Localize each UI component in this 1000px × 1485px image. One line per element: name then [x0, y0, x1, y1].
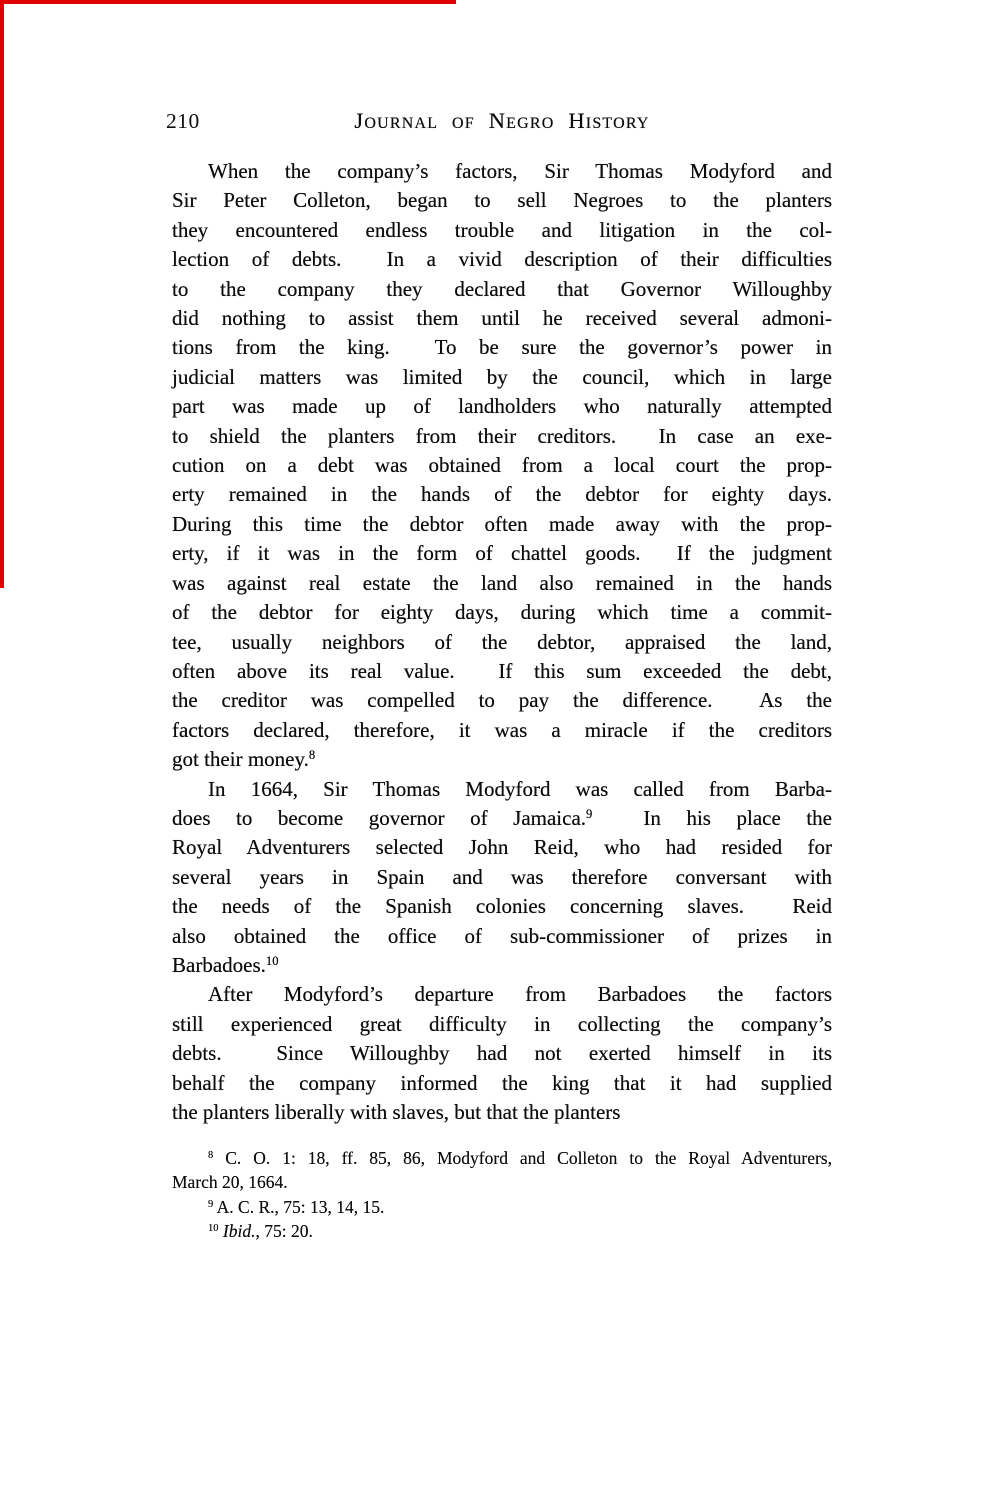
scan-edge-artifact-top [0, 0, 456, 4]
text-line: got their money.$^8$ [172, 747, 316, 772]
text-line: Barbadoes.$^{10}$ [172, 952, 279, 977]
paragraph-2 [172, 775, 832, 981]
journal-title: Journal of Negro History [354, 108, 650, 133]
text-line: was against real estate the land also remained in the hands [172, 570, 832, 595]
text-line: debts. Since Willoughby had not exerted himself in its [172, 1041, 832, 1066]
footnote-8 [172, 1146, 832, 1195]
paragraph-1 [172, 157, 832, 775]
text-line: the planters liberally with slaves, but that the planters [172, 1100, 621, 1124]
text-line: tions from the king. To be sure the governor’s power in [172, 335, 832, 360]
text-line: to shield the planters from their creditors. In case an exe- [172, 423, 832, 448]
text-line: part was made up of landholders who naturally attempted [172, 394, 832, 419]
text-line: cution on a debt was obtained from a local court the prop- [172, 453, 832, 478]
text-line: lection of debts. In a vivid description of their difficulties [172, 247, 832, 272]
text-line: behalf the company informed the king that it had supplied [172, 1070, 832, 1095]
text-line: erty remained in the hands of the debtor for eighty days. [172, 482, 832, 507]
text-line: $^8$ C. O. 1: 18, ff. 85, 86, Modyford and Colleton to the Royal Adventurers, [208, 1148, 832, 1168]
text-line: Sir Peter Colleton, began to sell Negroes to the planters [172, 188, 832, 213]
text-line: often above its real value. If this sum exceeded the debt, [172, 658, 832, 683]
text-line: factors declared, therefore, it was a miracle if the creditors [172, 717, 832, 742]
text-line: erty, if it was in the form of chattel goods. If the judgment [172, 541, 832, 566]
text-line: When the company’s factors, Sir Thomas Modyford and [208, 159, 832, 183]
text-line: still experienced great difficulty in collecting the company’s [172, 1011, 832, 1036]
text-line: tee, usually neighbors of the debtor, appraised the land, [172, 629, 832, 654]
footnote-9 [172, 1195, 832, 1219]
text-line: to the company they declared that Governor Willoughby [172, 276, 832, 301]
text-line: several years in Spain and was therefore conversant with [172, 864, 832, 889]
text-line: After Modyford’s departure from Barbadoes the factors [208, 982, 832, 1007]
article-body [172, 157, 832, 1127]
page-header [166, 108, 832, 140]
text-line: of the debtor for eighty days, during which time a commit- [172, 600, 832, 625]
text-line: $^9$ A. C. R., 75: 13, 14, 15. [208, 1196, 385, 1217]
footnotes-section [172, 1146, 832, 1244]
scan-edge-artifact-left [0, 0, 4, 588]
text-line: does to become governor of Jamaica.$^9$ In his place the [172, 805, 832, 830]
text-line: the creditor was compelled to pay the difference. As the [172, 688, 832, 713]
text-line: also obtained the office of sub-commissioner of prizes in [172, 923, 832, 948]
text-line: In 1664, Sir Thomas Modyford was called from Barba- [208, 776, 832, 801]
footnote-10 [172, 1219, 832, 1243]
text-line: $^{10}$ Ibid., 75: 20. [208, 1221, 313, 1242]
text-line: the needs of the Spanish colonies concerning slaves. Reid [172, 894, 832, 919]
text-line: During this time the debtor often made away with the prop- [172, 511, 832, 536]
paragraph-3 [172, 980, 832, 1127]
text-line: judicial matters was limited by the council, which in large [172, 364, 832, 389]
page-number: 210 [166, 109, 200, 133]
text-line: Royal Adventurers selected John Reid, who had resided for [172, 835, 832, 860]
text-line: did nothing to assist them until he received several admoni- [172, 306, 832, 331]
text-line: March 20, 1664. [172, 1172, 288, 1193]
text-line: they encountered endless trouble and litigation in the col- [172, 217, 832, 242]
